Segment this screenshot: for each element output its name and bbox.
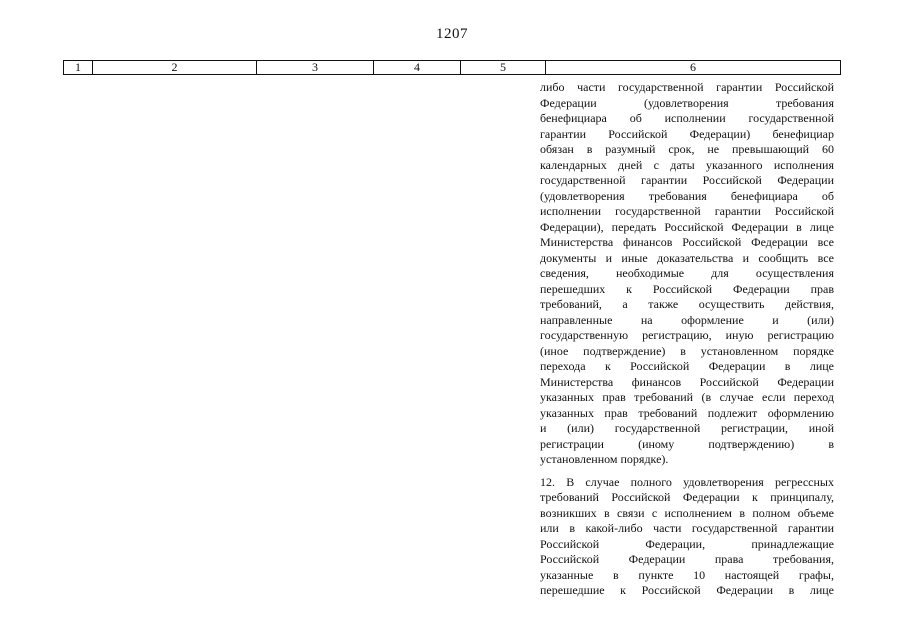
text-line: указанных прав требований подлежит оформлению [540, 405, 834, 420]
text-line: перехода к Российской Федерации в лице [540, 359, 834, 373]
text-line: документы и иные доказательства и сообщить все [540, 250, 834, 265]
paragraph-continuation [540, 80, 834, 468]
paragraph-item-12 [540, 475, 834, 599]
text-line: Федерации), передать Российской Федерации в лице [540, 219, 834, 234]
text-line: (иное подтверждение) в установленном порядке [540, 343, 834, 358]
text-line: направленные на оформление и (или) [540, 312, 834, 327]
text-line: Министерства финансов Российской Федерации все [540, 235, 834, 249]
column-header-4: 4 [374, 61, 461, 75]
text-line: обязан в разумный срок, не превышающий 60 [540, 142, 834, 156]
column-header-2: 2 [93, 61, 257, 75]
column-header-table [63, 60, 841, 75]
column-6-text [540, 80, 834, 599]
text-line: перешедшие к Российской Федерации в лице [540, 583, 834, 597]
text-line: Российской Федерации права требования, [540, 552, 834, 566]
column-header-3: 3 [257, 61, 374, 75]
text-line: и (или) государственной регистрации, иной [540, 421, 834, 435]
text-line: гарантии Российской Федерации) бенефициар [540, 126, 834, 141]
text-line: исполнении государственной гарантии Российской [540, 204, 834, 218]
text-line: перешедших к Российской Федерации прав [540, 281, 834, 296]
text-line: возникших в связи с исполнением в полном объеме [540, 505, 834, 520]
text-line: 12. В случае полного удовлетворения регрессных [540, 474, 834, 489]
text-line: указанные в пункте 10 настоящей графы, [540, 567, 834, 582]
column-header-1: 1 [64, 61, 93, 75]
text-line: государственную регистрацию, иную регистрацию [540, 328, 834, 342]
text-line: (удовлетворения требования бенефициара об [540, 188, 834, 203]
text-line: Федерации (удовлетворения требования [540, 95, 834, 110]
text-line: указанных прав требований (в случае если переход [540, 390, 834, 404]
text-line: Российской Федерации, принадлежащие [540, 536, 834, 551]
text-line: бенефициара об исполнении государственной [540, 111, 834, 125]
text-line: требований Российской Федерации к принципалу, [540, 490, 834, 504]
column-header-6: 6 [546, 61, 841, 75]
text-line: календарных дней с даты указанного исполнения [540, 157, 834, 172]
text-line: установленном порядке). [540, 452, 669, 466]
text-line: регистрации (иному подтверждению) в [540, 436, 834, 451]
text-line: сведения, необходимые для осуществления [540, 266, 834, 280]
column-header-5: 5 [461, 61, 546, 75]
text-line: требований, а также осуществить действия, [540, 297, 834, 311]
text-line: государственной гарантии Российской Федерации [540, 173, 834, 187]
text-line: Министерства финансов Российской Федерации [540, 374, 834, 389]
column-header-row [64, 61, 841, 75]
page-number: 1207 [436, 26, 468, 42]
text-line: или в какой-либо части государственной гарантии [540, 521, 834, 535]
text-line: либо части государственной гарантии Российской [540, 80, 834, 94]
